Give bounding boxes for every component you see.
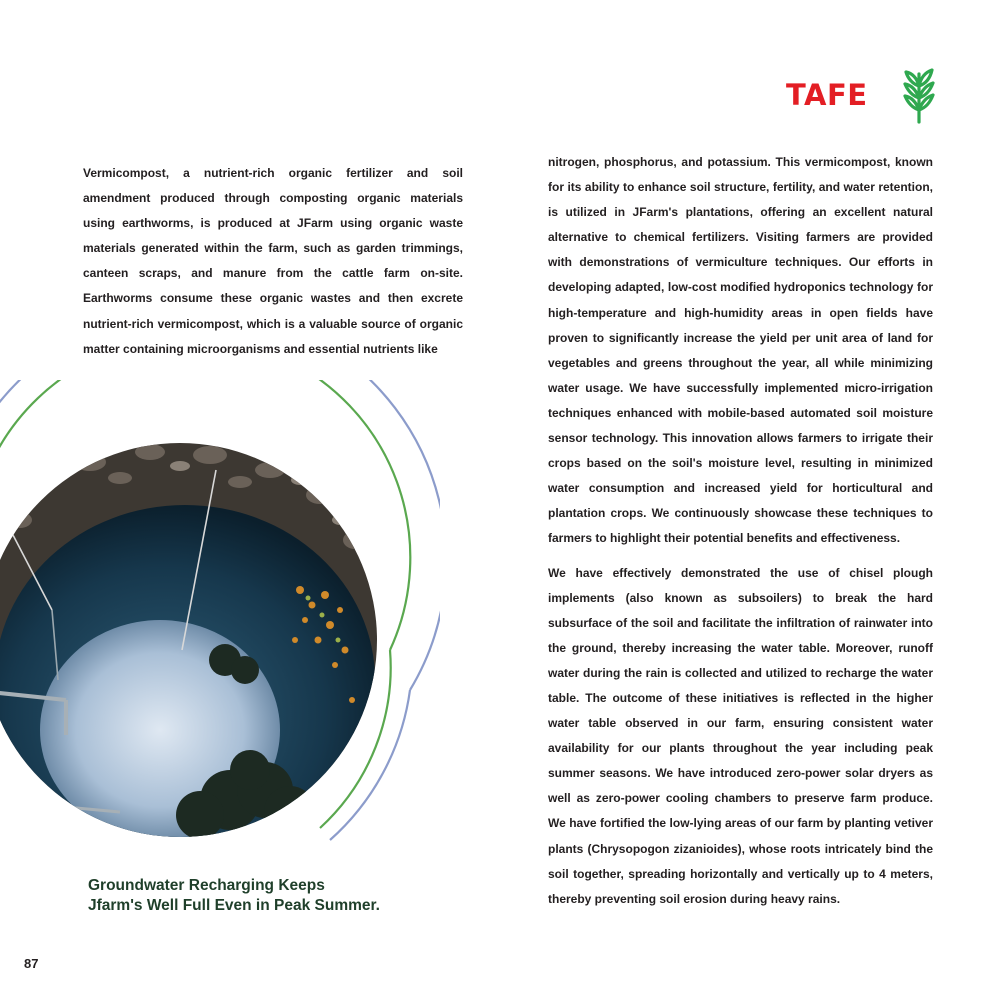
left-paragraph: Vermicompost, a nutrient-rich organic fertilizer and soil amendment produced through composting organic materials using earthworms, is produced at JFarm using organic waste materials generated within the farm, such as garden trimmings, canteen scraps, and manure from the cattle farm on-site. Earthworms consume these organic wastes and then excrete nutrient-rich vermicompost, which is a valuable source of organic matter containing microorganisms and essential nutrients like (83, 166, 463, 356)
well-photo (0, 380, 440, 850)
well-photo-illustration (0, 380, 440, 850)
right-paragraph-2: We have effectively demonstrated the use of chisel plough implements (also known as subsoilers) to break the hard subsurface of the soil and facilitate the infiltration of rainwater into the ground, thereby increasing the water table. Moreover, runoff water during the rain is collected and utilized to recharge the water table. The outcome of these initiatives is reflected in the higher water table observed in our farm, ensuring consistent water availability for our plants throughout the year including peak summer seasons. We have introduced zero-power solar dryers as well as zero-power cooling chambers to preserve farm produce. We have fortified the low-lying areas of our farm by planting vetiver plants (Chrysopogon zizanioides), whose roots intricately bind the soil together, spreading horizontally and vertically up to 4 meters, thereby preventing soil erosion during heavy rains. (548, 565, 933, 906)
photo-caption (88, 876, 418, 916)
right-column (548, 150, 933, 912)
caption-line-2: Jfarm's Well Full Even in Peak Summer. (88, 897, 380, 914)
wheat-leaf-icon (901, 66, 937, 124)
right-paragraph-1: nitrogen, phosphorus, and potassium. This vermicompost, known for its ability to enhance soil structure, fertility, and water retention, is utilized in JFarm's plantations, offering an excellent natural alternative to chemical fertilizers. Visiting farmers are provided with demonstrations of vermiculture techniques. Our efforts in developing adapted, low-cost modified hydroponics technology for high-temperature and high-humidity areas in open fields have proven to significantly increase the yield per unit area of land for vegetables and greens throughout the year, all while minimizing water usage. We have successfully implemented micro-irrigation techniques enhanced with mobile-based automated soil moisture sensor technology. This innovation allows farmers to irrigate their crops based on the soil's moisture level, resulting in minimized water consumption and increased yield for horticultural and plantation crops. We continuously showcase these techniques to farmers to highlight their potential benefits and effectiveness. (548, 155, 933, 546)
logo-text: TAFE (786, 78, 868, 112)
page-number: 87 (24, 956, 39, 971)
caption-line-1: Groundwater Recharging Keeps (88, 877, 325, 894)
